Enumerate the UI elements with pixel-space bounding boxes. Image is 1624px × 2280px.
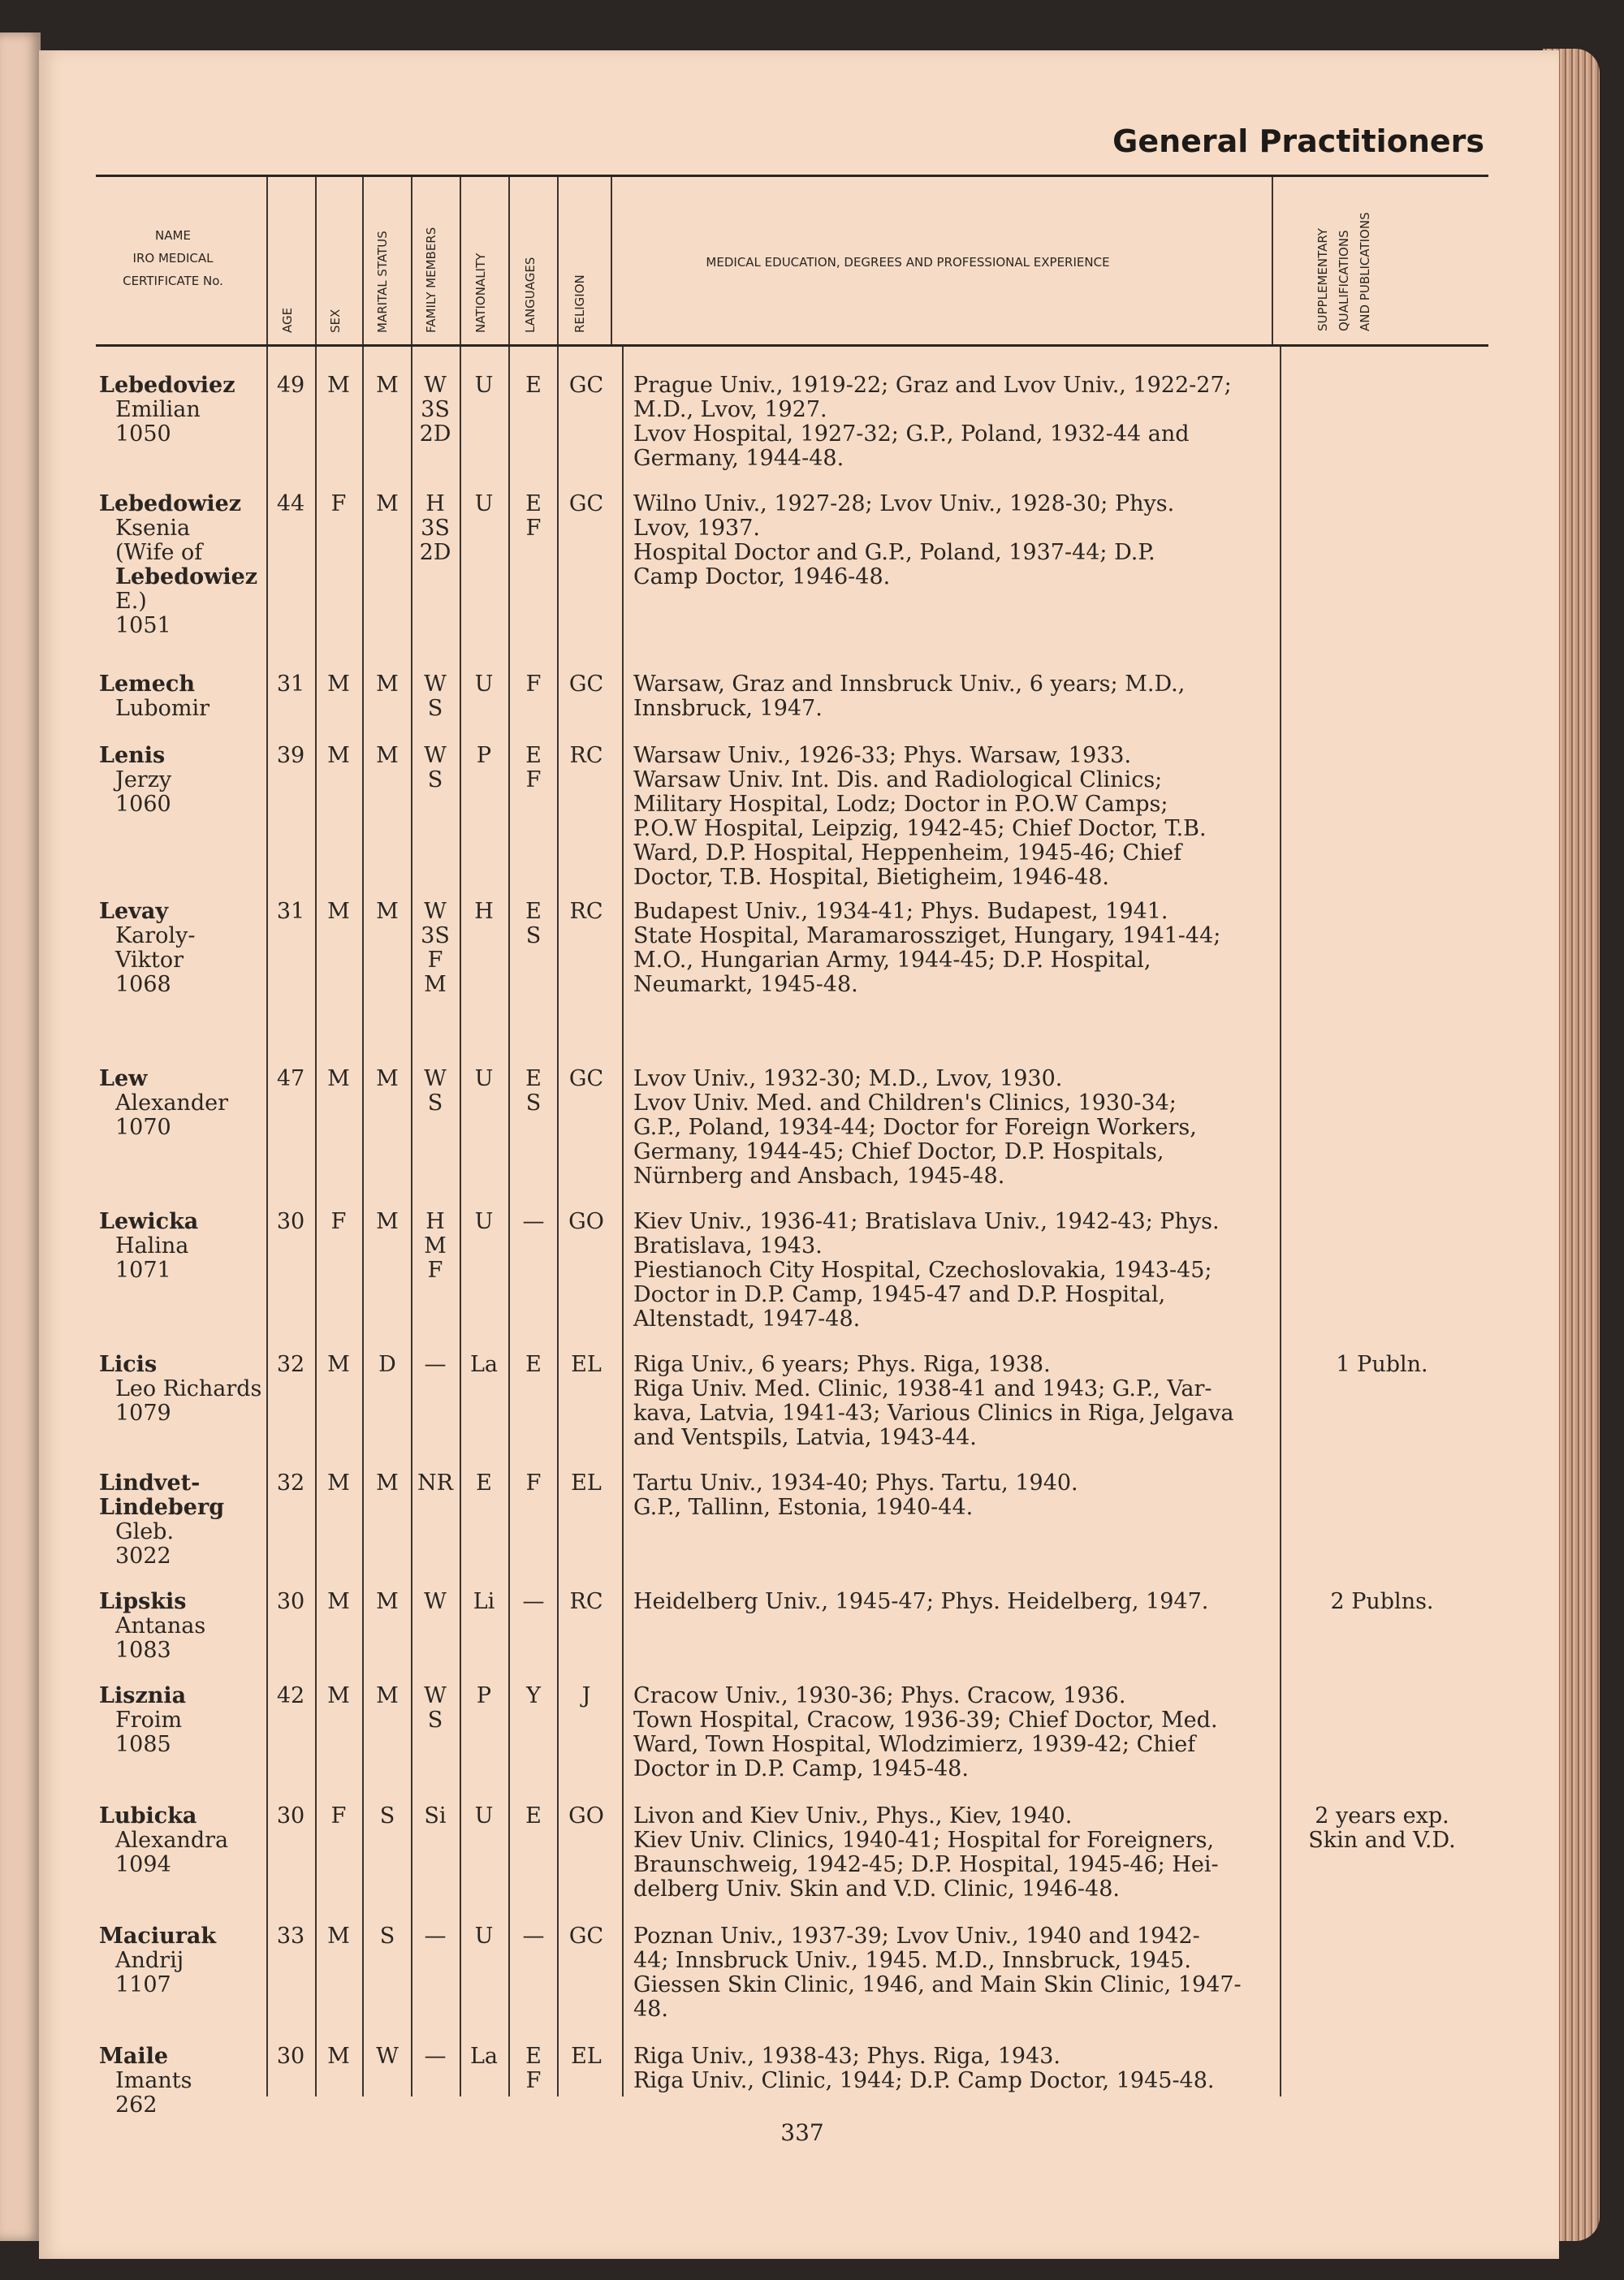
sex-cell: M — [327, 1589, 350, 1614]
name-cell: Lipskis Antanas 1083 — [99, 1589, 206, 1663]
previous-page-edge — [0, 32, 41, 2241]
age-cell: 42 — [276, 1683, 305, 1708]
name-cell: Lebedowiez Ksenia (Wife of Lebedowiez E.) 1051 — [99, 491, 258, 638]
divider-line — [362, 177, 364, 344]
languages-cell: Y — [526, 1683, 541, 1708]
experience-cell: Warsaw Univ., 1926-33; Phys. Warsaw, 1933. Warsaw Univ. Int. Dis. and Radiological Clinics; Military Hospital, Lodz; Doctor in P.O.W Camps; P.O.W Hospital, Leipzig, 1942-45; Chief Doctor, T.B. Ward, D.P. Hospital, Heppenheim, 1945-46; Chief Doctor, T.B. Hospital, Bietigheim, 1946-48. — [633, 743, 1207, 890]
nationality-cell: U — [474, 1209, 494, 1234]
religion-cell: GC — [568, 1924, 604, 1949]
header-marital: MARITAL STATUS — [375, 231, 390, 333]
header-experience: MEDICAL EDUCATION, DEGREES AND PROFESSIONAL EXPERIENCE — [706, 255, 1110, 270]
marital-cell: M — [376, 671, 399, 697]
marital-cell: M — [376, 491, 399, 516]
experience-cell: Livon and Kiev Univ., Phys., Kiev, 1940. Kiev Univ. Clinics, 1940-41; Hospital for Foreigners, Braunschweig, 1942-45; D.P. Hospital, 1945-46; Hei- delberg Univ. Skin and V.D. Clinic, 1946-48. — [633, 1803, 1219, 1902]
languages-cell: E F — [525, 743, 542, 792]
divider-line — [508, 177, 510, 344]
divider-line — [1272, 177, 1273, 344]
age-cell: 30 — [276, 1803, 305, 1829]
book-page — [39, 50, 1559, 2259]
family-cell: NR — [417, 1470, 453, 1496]
languages-cell: E — [525, 373, 542, 398]
divider-line — [557, 177, 559, 344]
age-cell: 44 — [276, 491, 305, 516]
name-cell: Lemech Lubomir — [99, 671, 210, 721]
name-cell: Lubicka Alexandra 1094 — [99, 1803, 229, 1877]
nationality-cell: U — [474, 1066, 494, 1091]
divider-line — [315, 177, 317, 344]
languages-cell: — — [522, 1924, 545, 1949]
name-cell: Levay Karoly- Viktor 1068 — [99, 899, 196, 997]
family-cell: W S — [424, 743, 447, 792]
languages-cell: E F — [525, 2044, 542, 2093]
divider-line — [411, 177, 412, 344]
name-cell: Lenis Jerzy 1060 — [99, 743, 172, 817]
languages-cell: E S — [525, 1066, 542, 1116]
marital-cell: M — [376, 1589, 399, 1614]
languages-cell: E F — [525, 491, 542, 541]
marital-cell: M — [376, 743, 399, 768]
name-cell: Lewicka Halina 1071 — [99, 1209, 199, 1283]
sex-cell: F — [330, 491, 347, 516]
name-cell: Licis Leo Richards 1079 — [99, 1352, 262, 1426]
experience-cell: Budapest Univ., 1934-41; Phys. Budapest, 1941. State Hospital, Maramarossziget, Hungary, 1941-44; M.O., Hungarian Army, 1944-45; D.P. Hospital, Neumarkt, 1945-48. — [633, 899, 1221, 997]
header-supplementary: SUPPLEMENTARY QUALIFICATIONS AND PUBLICATIONS — [1315, 212, 1372, 331]
family-cell: W 3S 2D — [419, 373, 451, 447]
age-cell: 31 — [276, 899, 305, 924]
family-cell: — — [424, 1352, 447, 1377]
header-religion: RELIGION — [572, 274, 587, 333]
header-name: NAME IRO MEDICAL CERTIFICATE No. — [123, 228, 223, 288]
sex-cell: M — [327, 1470, 350, 1496]
nationality-cell: La — [469, 2044, 499, 2069]
supplementary-cell: 1 Publn. — [1336, 1352, 1428, 1377]
experience-cell: Heidelberg Univ., 1945-47; Phys. Heidelberg, 1947. — [633, 1589, 1209, 1614]
name-cell: Lindvet- Lindeberg Gleb. 3022 — [99, 1470, 225, 1569]
age-cell: 49 — [276, 373, 305, 398]
header-age: AGE — [280, 307, 295, 333]
languages-cell: — — [522, 1589, 545, 1614]
age-cell: 30 — [276, 1589, 305, 1614]
header-nationality: NATIONALITY — [473, 253, 488, 333]
nationality-cell: E — [476, 1470, 492, 1496]
divider-line — [611, 177, 612, 344]
marital-cell: D — [378, 1352, 396, 1377]
experience-cell: Poznan Univ., 1937-39; Lvov Univ., 1940 and 1942- 44; Innsbruck Univ., 1945. M.D., Innsbruck, 1945. Giessen Skin Clinic, 1946, and Main Skin Clinic, 1947- 48. — [633, 1924, 1242, 2022]
nationality-cell: U — [474, 491, 494, 516]
religion-cell: RC — [569, 1589, 603, 1614]
nationality-cell: H — [474, 899, 494, 924]
marital-cell: M — [376, 899, 399, 924]
experience-cell: Wilno Univ., 1927-28; Lvov Univ., 1928-30; Phys. Lvov, 1937. Hospital Doctor and G.P., Poland, 1937-44; D.P. Camp Doctor, 1946-48. — [633, 491, 1175, 589]
marital-cell: W — [376, 2044, 399, 2069]
age-cell: 30 — [276, 1209, 305, 1234]
age-cell: 30 — [276, 2044, 305, 2069]
family-cell: W S — [424, 671, 447, 721]
nationality-cell: Li — [473, 1589, 495, 1614]
experience-cell: Kiev Univ., 1936-41; Bratislava Univ., 1942-43; Phys. Bratislava, 1943. Piestianoch City Hospital, Czechoslovakia, 1943-45; Doctor in D.P. Camp, 1945-47 and D.P. Hospital, Altenstadt, 1947-48. — [633, 1209, 1220, 1332]
sex-cell: M — [327, 373, 350, 398]
languages-cell: F — [525, 1470, 542, 1496]
nationality-cell: U — [474, 1924, 494, 1949]
sex-cell: M — [327, 671, 350, 697]
family-cell: H M F — [424, 1209, 447, 1283]
experience-cell: Tartu Univ., 1934-40; Phys. Tartu, 1940. G.P., Tallinn, Estonia, 1940-44. — [633, 1470, 1078, 1520]
divider-line — [622, 347, 624, 2096]
experience-cell: Riga Univ., 1938-43; Phys. Riga, 1943. Riga Univ., Clinic, 1944; D.P. Camp Doctor, 1945-48. — [633, 2044, 1215, 2093]
nationality-cell: U — [474, 671, 494, 697]
languages-cell: — — [522, 1209, 545, 1234]
experience-cell: Cracow Univ., 1930-36; Phys. Cracow, 1936. Town Hospital, Cracow, 1936-39; Chief Doctor, Med. Ward, Town Hospital, Wlodzimierz, 1939-42; Chief Doctor in D.P. Camp, 1945-48. — [633, 1683, 1218, 1781]
religion-cell: GC — [568, 373, 604, 398]
languages-cell: E — [525, 1352, 542, 1377]
religion-cell: RC — [569, 743, 603, 768]
name-cell: Lisznia Froim 1085 — [99, 1683, 187, 1757]
sex-cell: M — [327, 899, 350, 924]
religion-cell: GC — [568, 1066, 604, 1091]
age-cell: 32 — [276, 1470, 305, 1496]
age-cell: 31 — [276, 671, 305, 697]
marital-cell: M — [376, 1683, 399, 1708]
sex-cell: M — [327, 1066, 350, 1091]
religion-cell: GC — [568, 671, 604, 697]
name-cell: Maciurak Andrij 1107 — [99, 1924, 217, 1997]
header-top-rule — [96, 175, 1488, 177]
experience-cell: Prague Univ., 1919-22; Graz and Lvov Univ., 1922-27; M.D., Lvov, 1927. Lvov Hospital, 1927-32; G.P., Poland, 1932-44 and Germany, 1944-48. — [633, 373, 1232, 471]
religion-cell: J — [581, 1683, 591, 1708]
nationality-cell: U — [474, 1803, 494, 1829]
family-cell: W S — [424, 1066, 447, 1116]
family-cell: H 3S 2D — [419, 491, 451, 565]
supplementary-cell: 2 Publns. — [1330, 1589, 1434, 1614]
divider-line — [460, 177, 461, 344]
experience-cell: Riga Univ., 6 years; Phys. Riga, 1938. Riga Univ. Med. Clinic, 1938-41 and 1943; G.P., Var- kava, Latvia, 1941-43; Various Clinics in Riga, Jelgava and Ventspils, Latvia, 1943-44. — [633, 1352, 1234, 1450]
nationality-cell: P — [476, 743, 492, 768]
age-cell: 32 — [276, 1352, 305, 1377]
religion-cell: EL — [571, 2044, 602, 2069]
header-family: FAMILY MEMBERS — [424, 227, 438, 333]
sex-cell: M — [327, 1683, 350, 1708]
marital-cell: S — [379, 1803, 395, 1829]
supplementary-cell: 2 years exp. Skin and V.D. — [1308, 1803, 1456, 1853]
marital-cell: M — [376, 1470, 399, 1496]
header-sex: SEX — [328, 309, 343, 333]
nationality-cell: U — [474, 373, 494, 398]
family-cell: W — [424, 1589, 447, 1614]
sex-cell: M — [327, 1924, 350, 1949]
experience-cell: Warsaw, Graz and Innsbruck Univ., 6 years; M.D., Innsbruck, 1947. — [633, 671, 1186, 721]
sex-cell: F — [330, 1209, 347, 1234]
age-cell: 47 — [276, 1066, 305, 1091]
sex-cell: M — [327, 2044, 350, 2069]
family-cell: — — [424, 2044, 447, 2069]
family-cell: W S — [424, 1683, 447, 1733]
marital-cell: M — [376, 1066, 399, 1091]
languages-cell: E — [525, 1803, 542, 1829]
marital-cell: M — [376, 373, 399, 398]
religion-cell: RC — [569, 899, 603, 924]
religion-cell: GO — [568, 1803, 604, 1829]
family-cell: Si — [424, 1803, 447, 1829]
age-cell: 39 — [276, 743, 305, 768]
marital-cell: S — [379, 1924, 395, 1949]
name-cell: Lew Alexander 1070 — [99, 1066, 228, 1140]
religion-cell: GO — [568, 1209, 604, 1234]
divider-line — [266, 177, 268, 344]
religion-cell: GC — [568, 491, 604, 516]
header-languages: LANGUAGES — [523, 257, 538, 333]
family-cell: — — [424, 1924, 447, 1949]
sex-cell: F — [330, 1803, 347, 1829]
section-title: General Practitioners — [1112, 123, 1484, 159]
page-number: 337 — [780, 2119, 824, 2146]
languages-cell: E S — [525, 899, 542, 948]
age-cell: 33 — [276, 1924, 305, 1949]
religion-cell: EL — [571, 1352, 602, 1377]
sex-cell: M — [327, 1352, 350, 1377]
nationality-cell: La — [469, 1352, 499, 1377]
family-cell: W 3S F M — [421, 899, 450, 997]
name-cell: Lebedoviez Emilian 1050 — [99, 373, 235, 447]
marital-cell: M — [376, 1209, 399, 1234]
sex-cell: M — [327, 743, 350, 768]
name-cell: Maile Imants 262 — [99, 2044, 192, 2118]
religion-cell: EL — [571, 1470, 602, 1496]
experience-cell: Lvov Univ., 1932-30; M.D., Lvov, 1930. Lvov Univ. Med. and Children's Clinics, 1930-34; G.P., Poland, 1934-44; Doctor for Foreign Workers, Germany, 1944-45; Chief Doctor, D.P. Hospitals, Nürnberg and Ansbach, 1945-48. — [633, 1066, 1197, 1189]
languages-cell: F — [525, 671, 542, 697]
nationality-cell: P — [476, 1683, 492, 1708]
